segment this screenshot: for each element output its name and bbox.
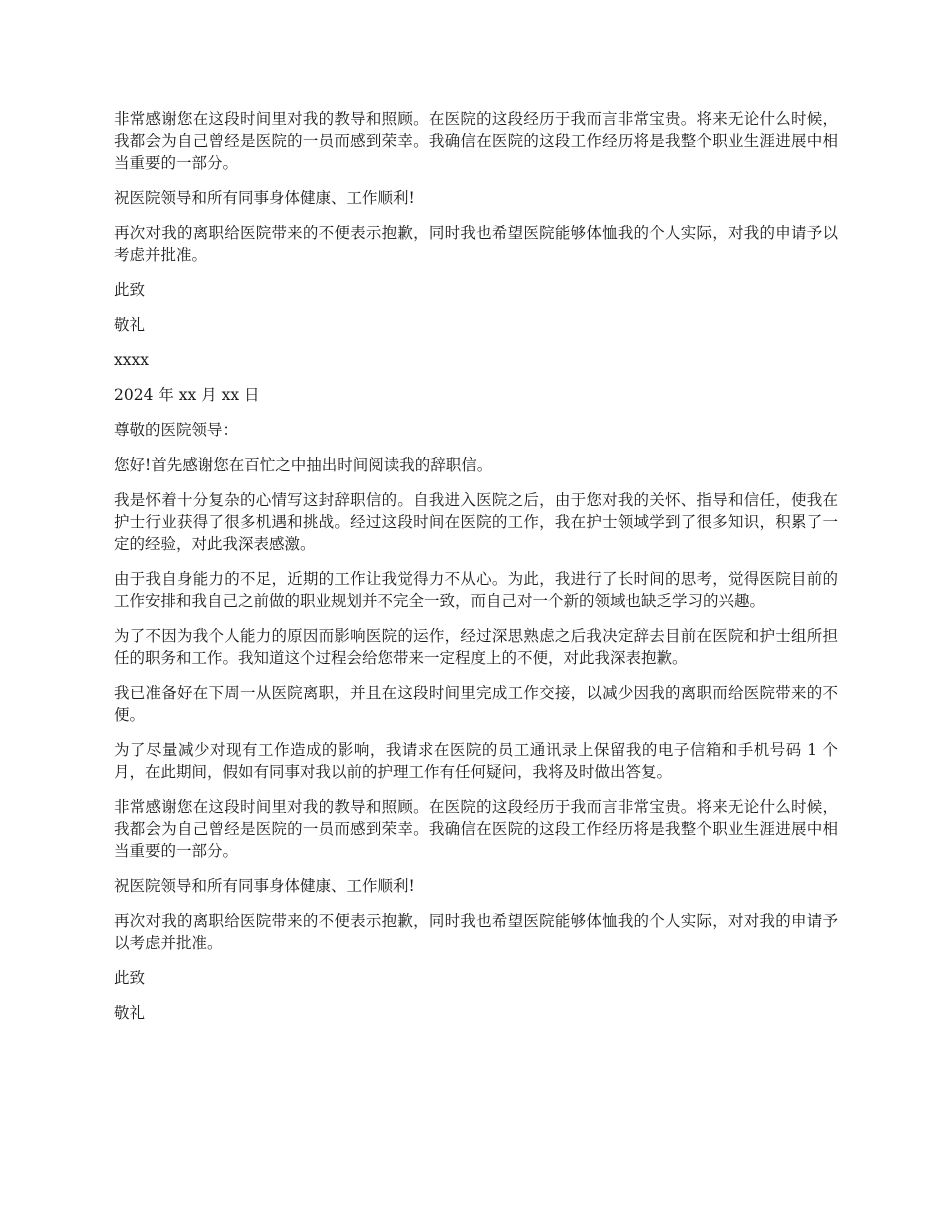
closing-regards-repeat: 敬礼 bbox=[114, 1004, 146, 1022]
closing-salutation-repeat: 此致 bbox=[114, 969, 146, 987]
document-page bbox=[114, 108, 838, 1037]
paragraph-contact: 为了尽量减少对现有工作造成的影响，我请求在医院的员工通讯录上保留我的电子信箱和手机号码 1 个月，在此期间，假如有同事对我以前的护理工作有任何疑问，我将及时做出答复。 bbox=[114, 741, 838, 781]
letter-greeting: 尊敬的医院领导： bbox=[114, 421, 239, 439]
paragraph-thanks-repeat: 非常感谢您在这段时间里对我的教导和照顾。在医院的这段经历于我而言非常宝贵。将来无论什么时候，我都会为自己曾经是医院的一员而感到荣幸。我确信在医院的这段工作经历将是我整个职业生涯进展中相当重要的一部分。 bbox=[114, 798, 838, 860]
paragraph-opening: 您好!首先感谢您在百忙之中抽出时间阅读我的辞职信。 bbox=[114, 456, 493, 474]
paragraph-handover: 我已准备好在下周一从医院离职，并且在这段时间里完成工作交接，以减少因我的离职而给医院带来的不便。 bbox=[114, 684, 838, 724]
paragraph-background: 我是怀着十分复杂的心情写这封辞职信的。自我进入医院之后，由于您对我的关怀、指导和信任，使我在护士行业获得了很多机遇和挑战。经过这段时间在医院的工作，我在护士领域学到了很多知识，积累了一定的经验，对此我深表感激。 bbox=[114, 491, 838, 553]
paragraph-thanks: 非常感谢您在这段时间里对我的教导和照顾。在医院的这段经历于我而言非常宝贵。将来无论什么时候，我都会为自己曾经是医院的一员而感到荣幸。我确信在医院的这段工作经历将是我整个职业生涯进展中相当重要的一部分。 bbox=[114, 110, 838, 172]
paragraph-reason: 由于我自身能力的不足，近期的工作让我觉得力不从心。为此，我进行了长时间的思考，觉得医院目前的工作安排和我自己之前做的职业规划并不完全一致，而自己对一个新的领域也缺乏学习的兴趣。 bbox=[114, 570, 838, 610]
paragraph-apology: 再次对我的离职给医院带来的不便表示抱歉，同时我也希望医院能够体恤我的个人实际，对我的申请予以考虑并批准。 bbox=[114, 224, 838, 264]
paragraph-decision: 为了不因为我个人能力的原因而影响医院的运作，经过深思熟虑之后我决定辞去目前在医院和护士组所担任的职务和工作。我知道这个过程会给您带来一定程度上的不便，对此我深表抱歉。 bbox=[114, 627, 838, 667]
letter-date: 2024 年 xx 月 xx 日 bbox=[114, 386, 260, 404]
paragraph-apology-repeat: 再次对我的离职给医院带来的不便表示抱歉，同时我也希望医院能够体恤我的个人实际，对对我的申请予以考虑并批准。 bbox=[114, 912, 838, 952]
signature-name: xxxx bbox=[114, 351, 149, 369]
closing-salutation: 此致 bbox=[114, 281, 146, 299]
paragraph-wishes: 祝医院领导和所有同事身体健康、工作顺利! bbox=[114, 189, 415, 207]
paragraph-wishes-repeat: 祝医院领导和所有同事身体健康、工作顺利! bbox=[114, 877, 415, 895]
closing-regards: 敬礼 bbox=[114, 316, 146, 334]
